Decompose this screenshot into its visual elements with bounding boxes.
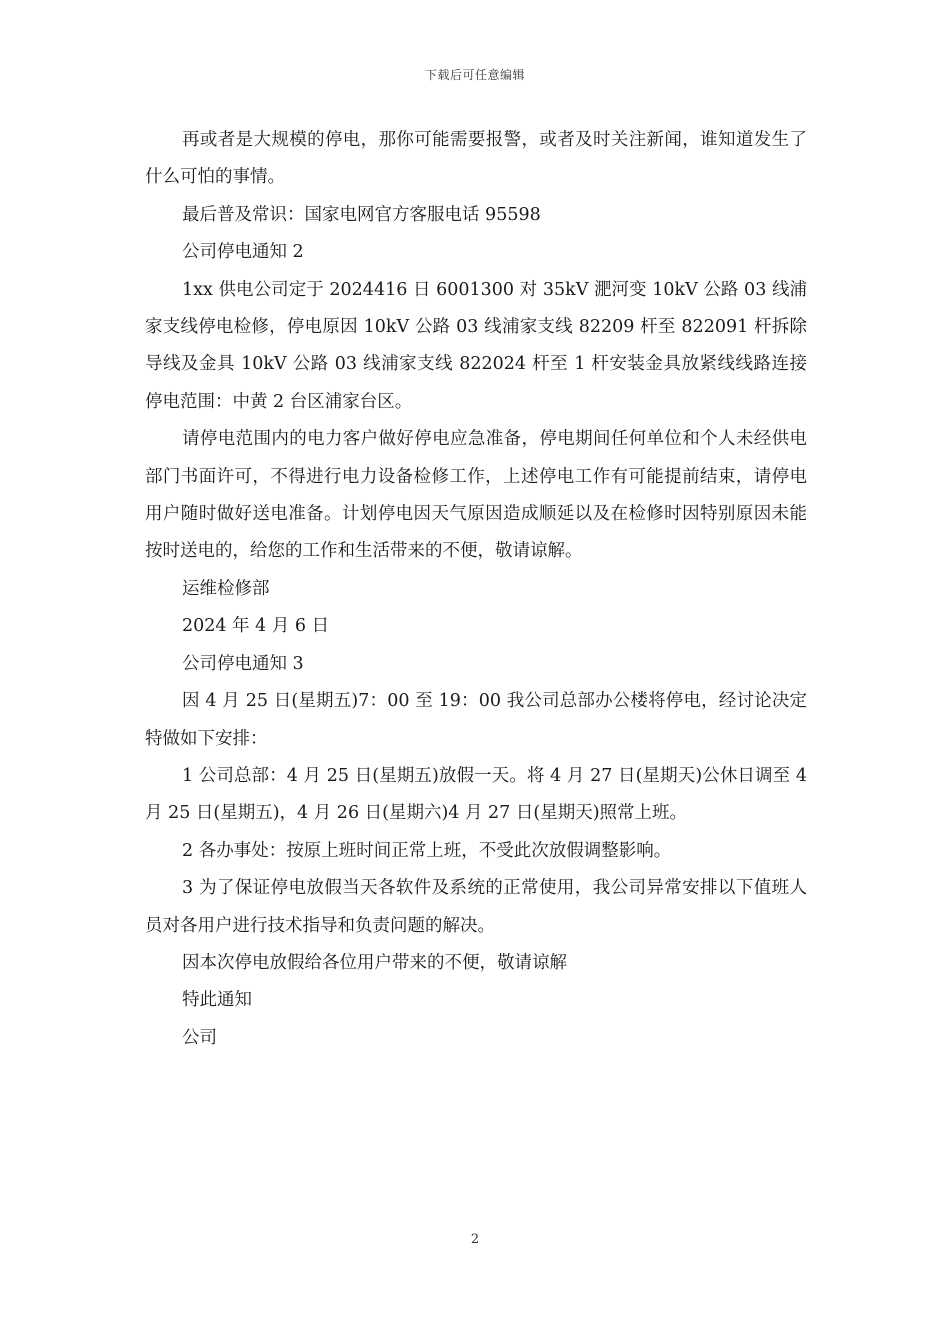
notice-3-apology: 因本次停电放假给各位用户带来的不便，敬请谅解 [182,952,567,973]
notice-3-heading: 公司停电通知 3 [182,653,304,674]
notice-2-date: 2024 年 4 月 6 日 [182,616,330,637]
notice-3-item-3: 3 为了保证停电放假当天各软件及系统的正常使用，我公司异常安排以下值班人员对各用户进行技术指导和负责问题的解决。 [145,878,807,936]
paragraph-outage-advice: 再或者是大规模的停电，那你可能需要报警，或者及时关注新闻，谁知道发生了什么可怕的事情。 [145,130,807,188]
notice-2-department: 运维检修部 [182,578,270,599]
notice-2-request: 请停电范围内的电力客户做好停电应急准备，停电期间任何单位和个人未经供电部门书面许可，不得进行电力设备检修工作，上述停电工作有可能提前结束，请停电用户随时做好送电准备。计划停电因天气原因造成顺延以及在检修时因特别原因未能按时送电的，给您的工作和生活带来的不便，敬请谅解。 [145,429,807,562]
notice-3-item-2: 2 各办事处：按原上班时间正常上班，不受此次放假调整影响。 [182,840,672,861]
page-number: 2 [470,1232,480,1247]
notice-3-closing: 特此通知 [182,990,252,1011]
notice-2-heading: 公司停电通知 2 [182,242,304,263]
notice-3-intro: 因 4 月 25 日(星期五)7：00 至 19：00 我公司总部办公楼将停电，经讨论决定特做如下安排： [145,691,807,749]
notice-3-item-1: 1 公司总部：4 月 25 日(星期五)放假一天。将 4 月 27 日(星期天)公休日调至 4 月 25 日(星期五)，4 月 26 日(星期六)4 月 27 日(星期天)照常上班。 [145,765,807,824]
paragraph-hotline: 最后普及常识：国家电网官方客服电话 95598 [182,204,541,225]
document-body [145,122,807,1057]
notice-2-details: 1xx 供电公司定于 2024416 日 6001300 对 35kV 淝河变 10kV 公路 03 线浦家支线停电检修，停电原因 10kV 公路 03 线浦家支线 82209 杆至 822091 杆拆除导线及金具 10kV 公路 03 线浦家支线 822024 杆至 1 杆安装金具放紧线线路连接停电范围：中黄 2 台区浦家台区。 [145,279,807,412]
page-header: 下载后可任意编辑 [424,68,525,82]
notice-3-signature: 公司 [182,1027,217,1048]
